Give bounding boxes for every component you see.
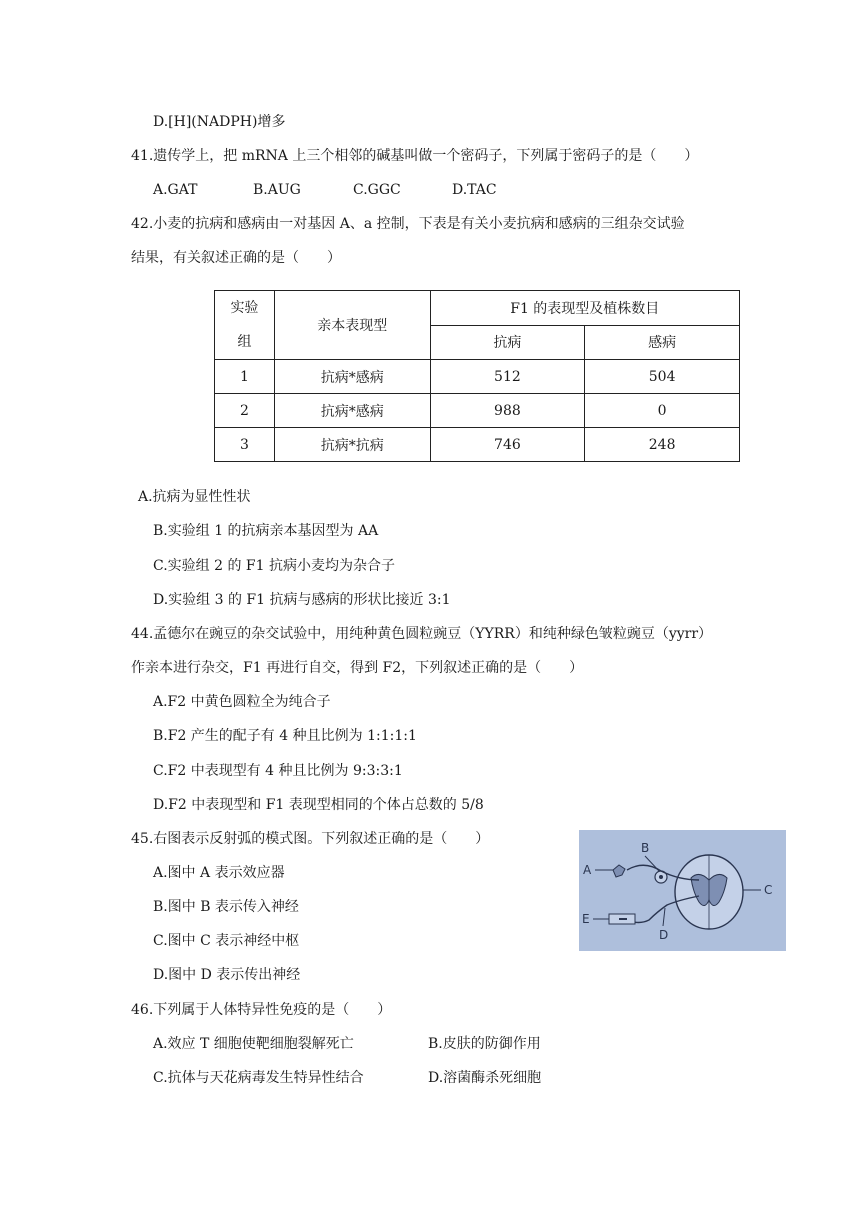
header-group-line1: 实验 [230, 300, 259, 316]
cell-parent: 抗病*感病 [274, 360, 430, 394]
cell-susceptible: 504 [585, 360, 740, 394]
q44-stem-line1: 44.孟德尔在豌豆的杂交试验中，用纯种黄色圆粒豌豆（YYRR）和纯种绿色皱粒豌豆（yyrr） [131, 626, 713, 642]
q42-option-b: B.实验组 1 的抗病亲本基因型为 AA [153, 523, 379, 539]
q46-option-d: D.溶菌酶杀死细胞 [428, 1070, 542, 1086]
header-parent: 亲本表现型 [274, 291, 430, 360]
cell-group: 3 [215, 428, 275, 462]
pointer-b [645, 856, 659, 871]
header-group [215, 291, 275, 360]
header-group-line2: 组 [237, 334, 252, 350]
q46-stem: 46.下列属于人体特异性免疫的是（ ） [131, 1002, 392, 1018]
q45-option-b: B.图中 B 表示传入神经 [153, 899, 299, 915]
table-row [215, 360, 740, 394]
cell-susceptible: 248 [585, 428, 740, 462]
q40-option-d: D.[H](NADPH)增多 [153, 114, 286, 130]
q41-option-b: B.AUG [253, 182, 301, 198]
q44-option-d: D.F2 中表现型和 F1 表现型相同的个体占总数的 5/8 [153, 797, 484, 813]
q42-option-a: A.抗病为显性性状 [138, 489, 251, 505]
q44-option-c: C.F2 中表现型有 4 种且比例为 9:3:3:1 [153, 763, 403, 779]
figure-label-e: E [582, 912, 590, 926]
reflex-arc-diagram [579, 830, 786, 951]
table-row [215, 428, 740, 462]
cell-group: 2 [215, 394, 275, 428]
figure-label-c: C [764, 883, 773, 897]
cell-susceptible: 0 [585, 394, 740, 428]
q41-option-a: A.GAT [153, 182, 198, 198]
q45-option-d: D.图中 D 表示传出神经 [153, 967, 301, 983]
figure-label-d: D [659, 928, 669, 942]
pointer-d [663, 908, 665, 926]
cell-group: 1 [215, 360, 275, 394]
cell-parent: 抗病*感病 [274, 394, 430, 428]
q41-stem: 41.遗传学上，把 mRNA 上三个相邻的碱基叫做一个密码子，下列属于密码子的是（ ） [131, 148, 699, 164]
q46-option-c: C.抗体与天花病毒发生特异性结合 [153, 1070, 364, 1086]
q42-stem-line1: 42.小麦的抗病和感病由一对基因 A、a 控制，下表是有关小麦抗病和感病的三组杂交试验 [131, 216, 685, 232]
ganglion-nucleus [659, 875, 663, 879]
q42-option-d: D.实验组 3 的 F1 抗病与感病的形状比接近 3:1 [153, 592, 451, 608]
q44-option-b: B.F2 产生的配子有 4 种且比例为 1:1:1:1 [153, 728, 417, 744]
q45-option-a: A.图中 A 表示效应器 [153, 865, 285, 881]
header-f1: F1 的表现型及植株数目 [430, 291, 739, 326]
reflex-arc-figure [579, 830, 786, 951]
q42-stem-line2: 结果，有关叙述正确的是（ ） [131, 250, 341, 266]
header-resistant: 抗病 [430, 325, 585, 360]
q44-option-a: A.F2 中黄色圆粒全为纯合子 [153, 694, 331, 710]
experiment-table [214, 290, 740, 462]
q45-stem: 45.右图表示反射弧的模式图。下列叙述正确的是（ ） [131, 831, 490, 847]
cell-parent: 抗病*抗病 [274, 428, 430, 462]
q46-option-b: B.皮肤的防御作用 [428, 1036, 541, 1052]
figure-label-a: A [583, 863, 592, 877]
receptor [613, 865, 625, 877]
cell-resistant: 746 [430, 428, 585, 462]
figure-label-b: B [641, 841, 650, 855]
header-susceptible: 感病 [585, 325, 740, 360]
cell-resistant: 988 [430, 394, 585, 428]
q45-option-c: C.图中 C 表示神经中枢 [153, 933, 300, 949]
q44-stem-line2: 作亲本进行杂交，F1 再进行自交，得到 F2，下列叙述正确的是（ ） [131, 660, 584, 676]
table-row [215, 394, 740, 428]
cell-resistant: 512 [430, 360, 585, 394]
q41-option-c: C.GGC [353, 182, 401, 198]
q42-option-c: C.实验组 2 的 F1 抗病小麦均为杂合子 [153, 558, 395, 574]
q41-option-d: D.TAC [452, 182, 497, 198]
q46-option-a: A.效应 T 细胞使靶细胞裂解死亡 [153, 1036, 354, 1052]
